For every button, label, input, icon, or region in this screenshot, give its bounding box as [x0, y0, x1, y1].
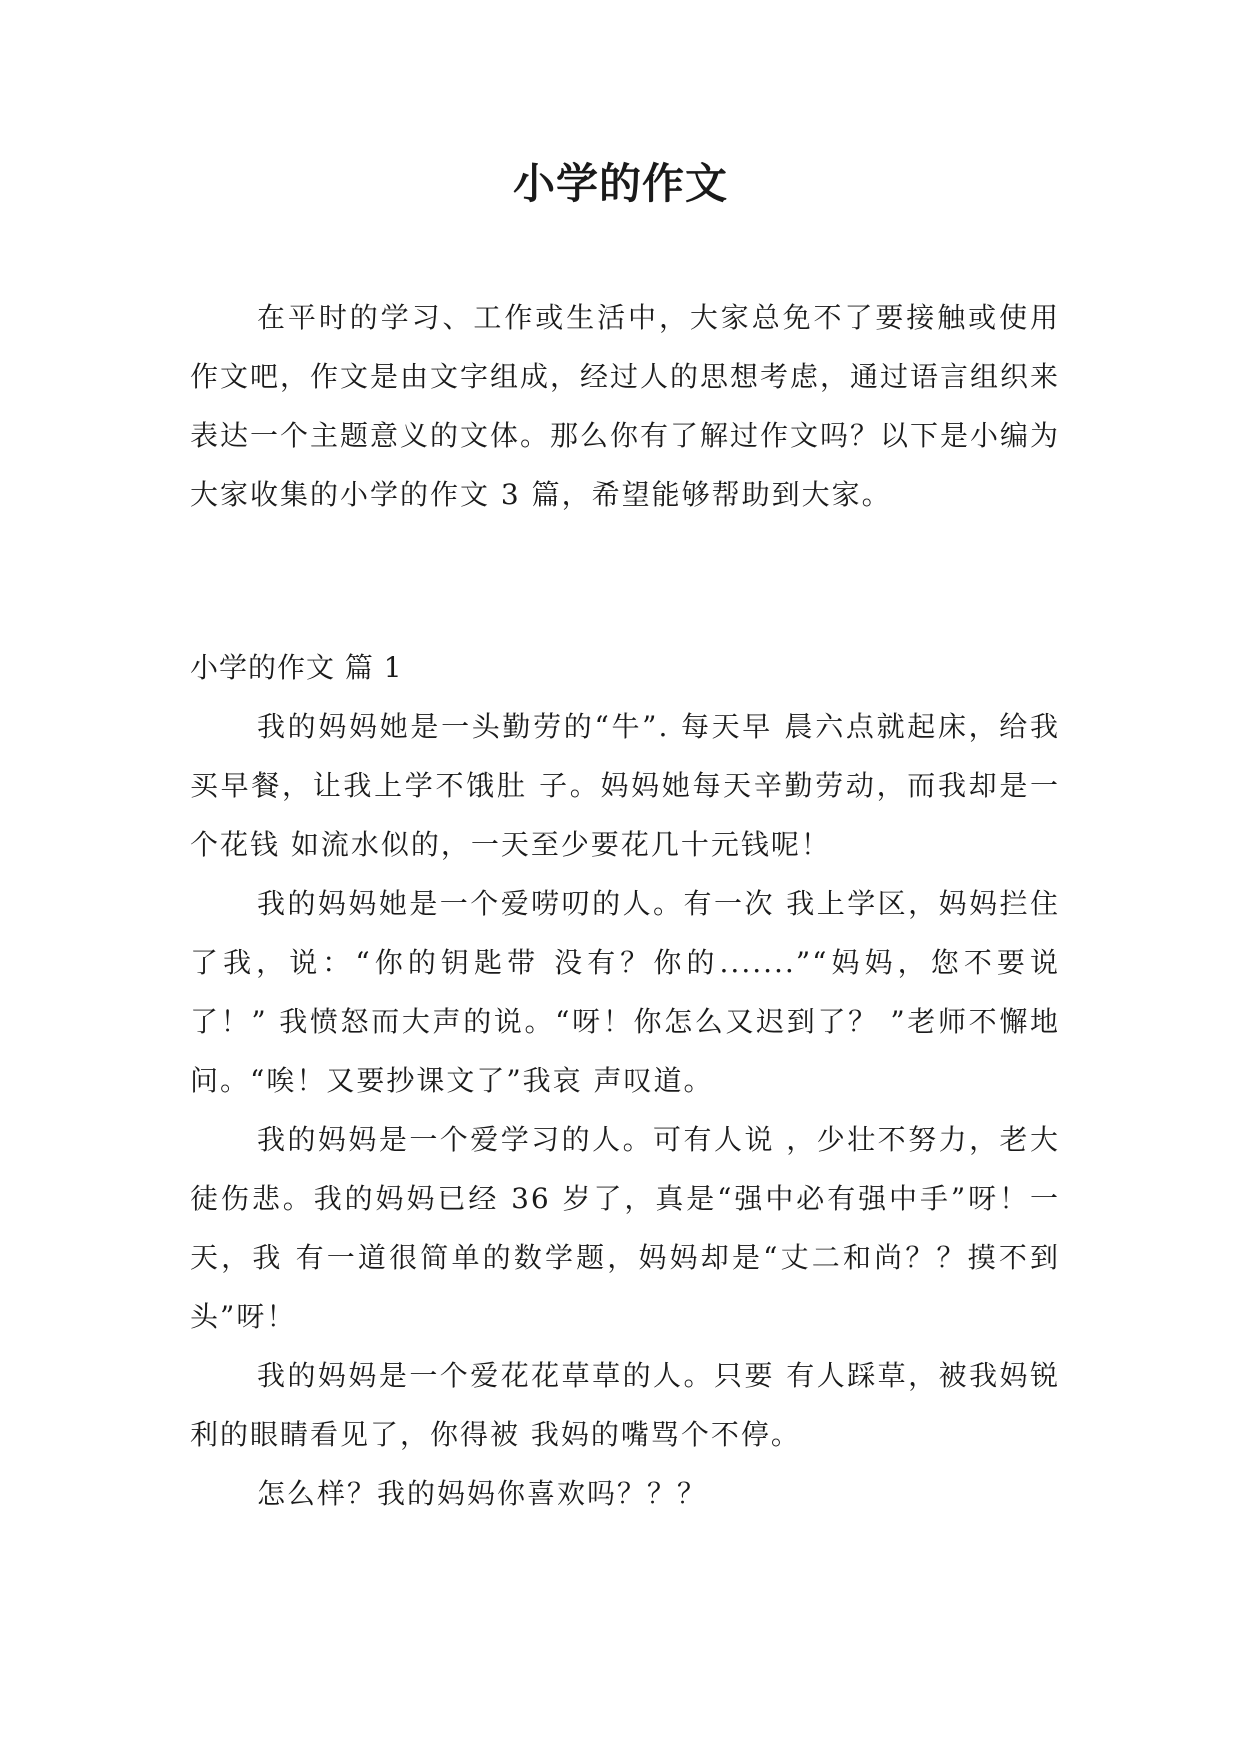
essay-paragraph: 我的妈妈是一个爱学习的人。可有人说 ，少壮不努力，老大徒伤悲。我的妈妈已经 36 岁了，真是“强中必有强中手”呀！一天，我 有一道很简单的数学题，妈妈却是“丈二和尚？？摸不到头”呀！: [190, 1123, 1060, 1333]
essay-section: [190, 638, 1060, 1523]
essay-paragraph: 我的妈妈她是一个爱唠叨的人。有一次 我上学区，妈妈拦住了我，说：“你的钥匙带 没有？你的.......”“妈妈，您不要说了！” 我愤怒而大声的说。“呀！你怎么又迟到了？ ”老师不懈地问。“唉！又要抄课文了”我哀 声叹道。: [190, 887, 1060, 1097]
essay-paragraph: 我的妈妈是一个爱花花草草的人。只要 有人踩草，被我妈锐利的眼睛看见了，你得被 我妈的嘴骂个不停。: [190, 1359, 1060, 1451]
essay-paragraph: 怎么样？我的妈妈你喜欢吗？？？: [257, 1477, 708, 1510]
document-title: 小学的作文: [512, 159, 728, 208]
essay-paragraph: 我的妈妈她是一头勤劳的“牛”. 每天早 晨六点就起床，给我买早餐，让我上学不饿肚 子。妈妈她每天辛勤劳动，而我却是一个花钱 如流水似的，一天至少要花几十元钱呢！: [190, 710, 1060, 861]
intro-paragraph: 在平时的学习、工作或生活中，大家总免不了要接触或使用作文吧，作文是由文字组成，经过人的思想考虑，通过语言组织来表达一个主题意义的文体。那么你有了解过作文吗？以下是小编为大家收集的小学的作文 3 篇，希望能够帮助到大家。: [190, 301, 1061, 511]
essay-heading: 小学的作文 篇 1: [190, 651, 403, 684]
